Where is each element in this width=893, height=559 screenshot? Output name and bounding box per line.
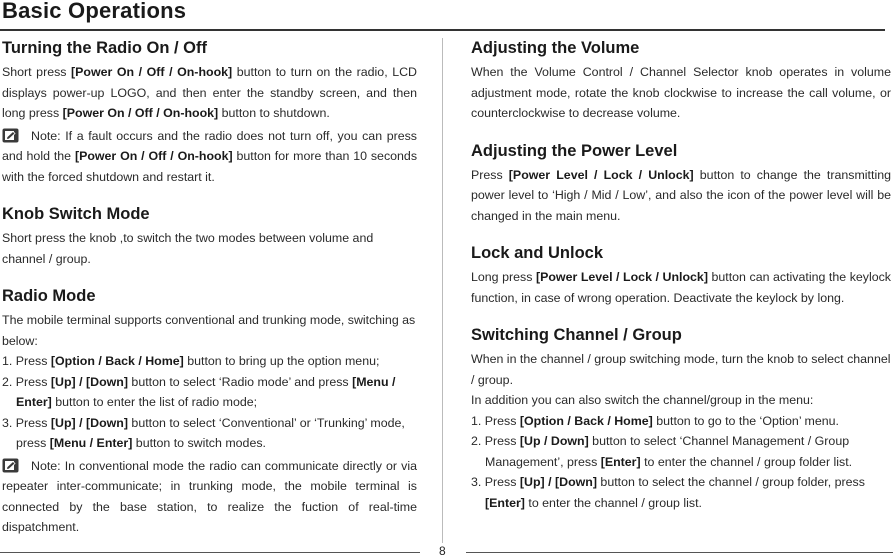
list-item: [2, 413, 417, 454]
button-ref: [Power Level / Lock / Unlock]: [508, 167, 694, 182]
section-power-level: [471, 141, 891, 227]
text: button to switch modes.: [132, 436, 266, 450]
volume-paragraph: When the Volume Control / Channel Selector knob operates in volume adjustment mode, rotate the knob clockwise to increase the call volume, or counterclockwise to decrease volume.: [471, 65, 891, 120]
text: button to change the transmitting power level to ‘High / Mid / Low’, and also the icon of the power level will be changed in the main menu.: [471, 167, 891, 223]
note-icon: [2, 128, 19, 143]
text: button to turn on the radio, LCD displays power-up LOGO, and then enter the standby screen, and then long press: [2, 65, 417, 120]
button-ref: [Power On / Off / On-hook]: [62, 106, 219, 120]
radio-mode-steps: [2, 351, 417, 454]
text: button to shutdown.: [218, 106, 330, 120]
list-item: [2, 372, 417, 413]
list-item: [471, 431, 891, 472]
text: button to bring up the option menu;: [183, 354, 380, 368]
text: button to select ‘Channel Management / Group Management’, press: [485, 434, 850, 469]
switching-paragraph: When in the channel / group switching mode, turn the knob to select channel / group.: [471, 352, 891, 387]
radio-mode-intro: The mobile terminal supports conventional and trunking mode, switching as below:: [2, 313, 416, 348]
text: to enter the channel / group folder list.: [640, 454, 853, 469]
text: 2. Press: [471, 434, 520, 448]
page-number: 8: [439, 544, 446, 558]
section-heading: Knob Switch Mode: [2, 205, 150, 223]
list-item: [2, 351, 417, 372]
button-ref: [Power Level / Lock / Unlock]: [535, 270, 708, 284]
switching-paragraph-2: In addition you can also switch the channel/group in the menu:: [471, 393, 814, 407]
text: button to select the channel / group folder, press: [596, 475, 865, 489]
section-turning-on: [2, 38, 417, 187]
power-paragraph: [471, 165, 891, 227]
button-ref: [Enter]: [485, 495, 525, 510]
section-heading: Turning the Radio On / Off: [2, 39, 208, 57]
text: 1. Press: [2, 354, 51, 368]
text: to enter the channel / group list.: [524, 495, 702, 510]
section-switching: [471, 325, 891, 513]
section-knob: [2, 204, 417, 269]
section-heading: Switching Channel / Group: [471, 326, 682, 344]
list-item: [471, 472, 891, 513]
button-ref: [Menu / Enter]: [16, 374, 396, 409]
text: Long press: [471, 270, 536, 284]
button-ref: [Option / Back / Home]: [519, 413, 653, 428]
text: button to go to the ‘Option’ menu.: [652, 413, 839, 428]
section-heading: Adjusting the Power Level: [471, 141, 678, 160]
footer-rule-right: [466, 552, 893, 553]
section-heading: Lock and Unlock: [471, 244, 604, 262]
text: button for more than 10 seconds with the forced shutdown and restart it.: [2, 149, 418, 184]
turning-on-note: [2, 126, 417, 188]
turning-on-paragraph: [2, 62, 417, 124]
text: button to select ‘Conventional’ or ‘Trunking’ mode, press: [16, 415, 405, 450]
section-heading: Adjusting the Volume: [471, 39, 640, 57]
page-title: Basic Operations: [2, 0, 187, 23]
text: button to select ‘Radio mode’ and press: [127, 374, 353, 389]
section-volume: [471, 38, 891, 124]
button-ref: [Enter]: [600, 454, 641, 469]
left-column: [2, 38, 417, 538]
button-ref: [Option / Back / Home]: [50, 354, 184, 368]
switching-steps: [471, 411, 891, 514]
note-icon: [2, 458, 19, 473]
button-ref: [Up] / [Down]: [50, 415, 128, 430]
title-rule: [0, 29, 885, 31]
text: button can activating the keylock function, in case of wrong operation. Deactivate the keylock by long.: [471, 270, 892, 305]
text: Note: In conventional mode the radio can communicate directly or via repeater inter-communicate; in trunking mode, the mobile terminal is connected by the base station, to realize the fuction of real-time dispatchment.: [2, 458, 417, 534]
text: button to enter the list of radio mode;: [51, 395, 258, 409]
text: Short press: [2, 65, 72, 79]
text: 3. Press: [2, 415, 51, 430]
column-divider: [442, 38, 443, 543]
right-column: [471, 38, 891, 513]
knob-paragraph: Short press the knob ,to switch the two modes between volume and channel / group.: [2, 231, 374, 266]
radio-mode-note: [2, 456, 417, 538]
section-heading: Radio Mode: [2, 287, 96, 305]
button-ref: [Up / Down]: [519, 434, 589, 448]
section-radio-mode: [2, 286, 417, 538]
text: 2. Press: [2, 374, 51, 389]
footer-rule-left: [0, 552, 420, 553]
button-ref: [Up] / [Down]: [519, 475, 597, 489]
button-ref: [Power On / Off / On-hook]: [74, 149, 233, 163]
text: Press: [471, 167, 509, 182]
button-ref: [Up] / [Down]: [50, 374, 128, 389]
lock-paragraph: [471, 267, 891, 308]
text: 1. Press: [471, 413, 520, 428]
text: Note: If a fault occurs and the radio does not turn off, you can press and hold the: [2, 128, 417, 163]
text: 3. Press: [471, 475, 520, 489]
button-ref: [Menu / Enter]: [49, 436, 133, 450]
button-ref: [Power On / Off / On-hook]: [71, 65, 233, 79]
section-lock: [471, 243, 891, 308]
list-item: [471, 411, 891, 432]
